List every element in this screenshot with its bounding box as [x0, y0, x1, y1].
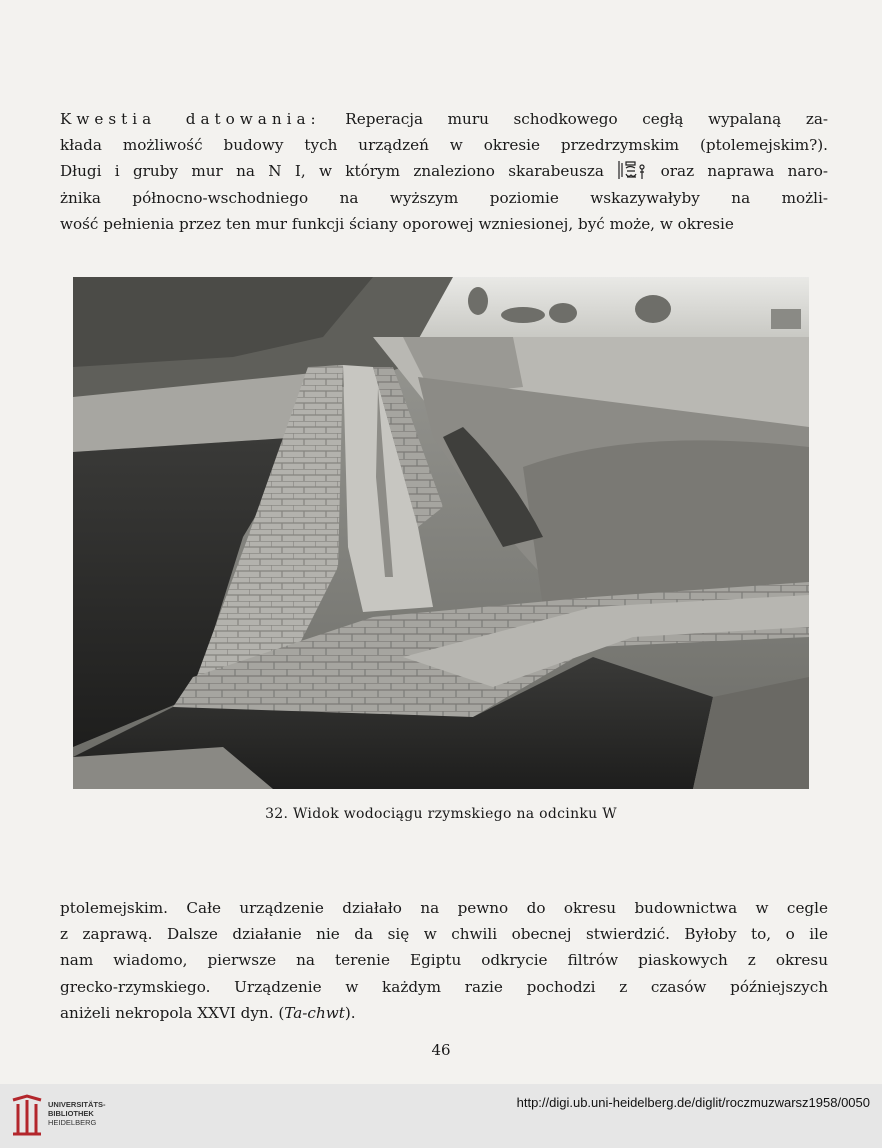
digital-library-link[interactable]: http://digi.ub.uni-heidelberg.de/diglit/roczmuzwarsz1958/0050: [516, 1095, 870, 1110]
text-line: Długi i gruby mur na N I, w którym znaleziono skarabeusza oraz naprawa naro-: [60, 158, 828, 184]
text-line: grecko-rzymskiego. Urządzenie w każdym razie pochodzi z czasów późniejszych: [60, 977, 828, 996]
italic-term: Ta-chwt: [284, 1003, 345, 1022]
text-line: żnika północno-wschodniego na wyższym poziomie wskazywałyby na możli-: [60, 188, 828, 207]
text-line: kłada możliwość budowy tych urządzeń w okresie przedrzymskim (ptolemejskim?).: [60, 136, 828, 155]
page-number: 46: [431, 1041, 451, 1059]
text-line: aniżeli nekropola XXVI dyn. (Ta-chwt).: [60, 1003, 356, 1022]
text-line: Kwestia datowania: Reperacja muru schodkowego cegłą wypalaną za-: [60, 110, 829, 128]
text-line: z zaprawą. Dalsze działanie nie da się w chwili obecnej stwierdzić. Byłoby to, o ile: [60, 925, 828, 944]
section-heading: Kwestia datowania:: [60, 110, 321, 128]
text-line: wość pełnienia przez ten mur funkcji ściany oporowej wzniesionej, być może, w okresie: [60, 214, 734, 233]
paragraph-bottom: [60, 895, 828, 1026]
text-line: ptolemejskim. Całe urządzenie działało na pewno do okresu budownictwa w cegle: [60, 899, 828, 917]
hieroglyph-scarab-inscription-icon: [617, 159, 647, 181]
library-logo-text: UNIVERSITÄTS- BIBLIOTHEK HEIDELBERG: [48, 1100, 106, 1127]
library-logo-icon: [10, 1094, 44, 1138]
text-line: nam wiadomo, pierwsze na terenie Egiptu odkrycie filtrów piaskowych z okresu: [60, 951, 828, 970]
figure-caption: 32. Widok wodociągu rzymskiego na odcinku W: [265, 806, 617, 822]
paragraph-top: [60, 106, 828, 237]
figure-photo-roman-aqueduct: [73, 277, 809, 789]
excavation-photo: [73, 277, 809, 789]
library-footer: [0, 1084, 882, 1148]
